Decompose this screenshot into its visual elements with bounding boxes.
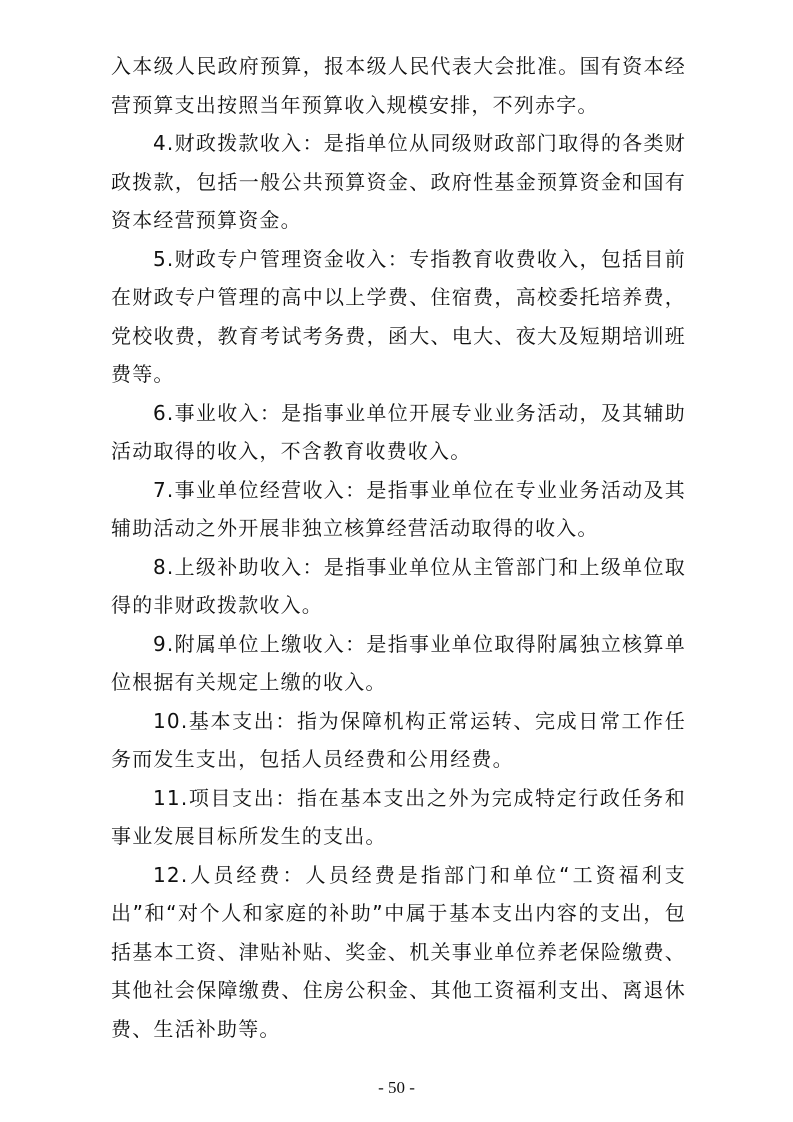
paragraph-item-8: 8.上级补助收入：是指事业单位从主管部门和上级单位取得的非财政拨款收入。 <box>111 554 686 617</box>
paragraph-item-12: 12.人员经费：人员经费是指部门和单位“工资福利支出”和“对个人和家庭的补助”中属于基本支出内容的支出，包括基本工资、津贴补贴、奖金、机关事业单位养老保险缴费、其他社会保障缴费、住房公积金、其他工资福利支出、离退休费、生活补助等。 <box>111 862 686 1041</box>
paragraph-item-6: 6.事业收入：是指事业单位开展专业业务活动，及其辅助活动取得的收入，不含教育收费收入。 <box>111 400 686 463</box>
paragraph-item-7: 7.事业单位经营收入：是指事业单位在专业业务活动及其辅助活动之外开展非独立核算经营活动取得的收入。 <box>111 477 686 540</box>
paragraph-item-9: 9.附属单位上缴收入：是指事业单位取得附属独立核算单位根据有关规定上缴的收入。 <box>111 631 686 694</box>
page-number: - 50 - <box>378 1078 415 1097</box>
paragraph-item-10: 10.基本支出：指为保障机构正常运转、完成日常工作任务而发生支出，包括人员经费和公用经费。 <box>111 708 686 771</box>
paragraph-item-4: 4.财政拨款收入：是指单位从同级财政部门取得的各类财政拨款，包括一般公共预算资金、政府性基金预算资金和国有资本经营预算资金。 <box>111 131 686 232</box>
paragraph-item-5: 5.财政专户管理资金收入：专指教育收费收入，包括目前在财政专户管理的高中以上学费、住宿费，高校委托培养费，党校收费，教育考试考务费，函大、电大、夜大及短期培训班费等。 <box>111 246 686 386</box>
paragraph-item-11: 11.项目支出：指在基本支出之外为完成特定行政任务和事业发展目标所发生的支出。 <box>111 785 686 848</box>
body-text <box>111 47 686 1048</box>
paragraph-continuation: 入本级人民政府预算，报本级人民代表大会批准。国有资本经营预算支出按照当年预算收入规模安排，不列赤字。 <box>111 54 686 117</box>
